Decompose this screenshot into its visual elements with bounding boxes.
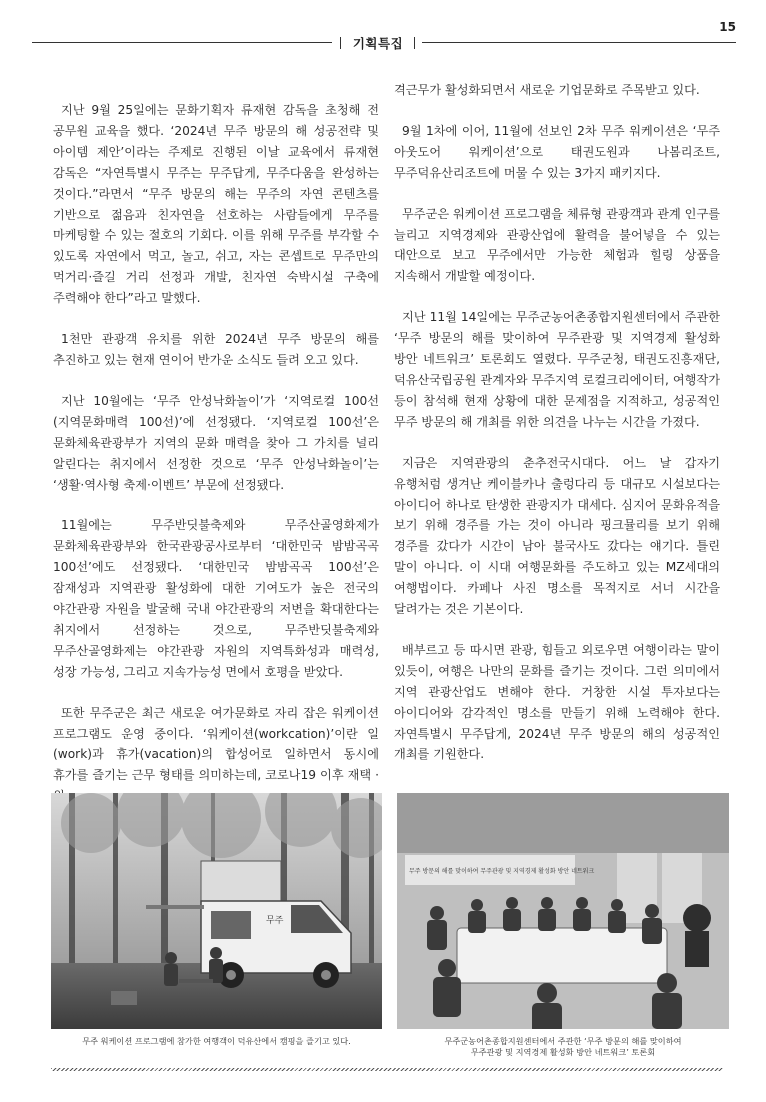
forum-photo-illustration	[397, 793, 729, 1029]
paragraph: 지금은 지역관광의 춘추전국시대다. 어느 날 갑자기 유행처럼 생겨난 케이블카나 출렁다리 등 대규모 시설보다는 아이디어 하나로 탄생한 관광지가 대세다. 심지어 문화유적을 보기 위해 경주를 가는 것이 아니라 핑크뮬리를 보기 위해 경주를 갔다가 시간이 남아 불국사도 갔다는 얘기다. 틀린 말이 아니다. 이 시대 여행문화를 주도하고 있는 MZ세대의 여행법이다. 카페나 사진 명소를 목적지로 서너 시간을 달려가는 것은 기본이다.	[394, 455, 720, 617]
header-bar-right	[414, 37, 415, 49]
section-header	[32, 36, 736, 50]
footer-rule	[51, 1068, 723, 1071]
forum-caption-line: 무주관광 및 지역경제 활성화 방안 네트워크’ 토론회	[470, 1047, 656, 1057]
section-title: 기획특집	[352, 36, 404, 51]
paragraph: 1천만 관광객 유치를 위한 2024년 무주 방문의 해를 추진하고 있는 현재 연이어 반가운 소식도 들려 오고 있다.	[53, 332, 379, 367]
paragraph: 11월에는 무주반딧불축제와 무주산골영화제가 문화체육관광부와 한국관광공사로부터 ‘대한민국 밤밤곡곡 100선’에도 선정됐다. ‘대한민국 밤밤곡곡 100선’은 잠재성과 지역관광 활성화에 대한 기여도가 높은 전국의 야간관광 자원을 발굴해 국내 야간관광의 저변을 확대한다는 취지에서 선정하는 것으로, 무주반딧불축제와 무주산골영화제는 야간관광 자원의 지역특화성과 매력성, 성장 가능성, 그리고 지속가능성 면에서 호평을 받았다.	[53, 518, 379, 679]
van-sign: 무주	[266, 916, 284, 926]
paragraph: 또한 무주군은 최근 새로운 여가문화로 자리 잡은 워케이션 프로그램도 운영 중이다. ‘워케이션(workcation)’이란 일(work)과 휴가(vacation)의 합성어로 일하면서 동시에 휴가를 즐기는 근무 형태를 의미하는데, 코로나19 이후 재택 ·	[53, 705, 379, 783]
header-rule-right	[422, 42, 736, 43]
header-bar-left	[340, 37, 341, 49]
header-rule-left	[32, 42, 332, 43]
forum-banner: 무주 방문의 해를 맞이하여 무주관광 및 지역경제 활성화 방안 네트워크	[409, 868, 595, 875]
page-number: 15	[719, 20, 736, 34]
paragraph: 9월 1차에 이어, 11월에 선보인 2차 무주 워케이션은 ‘무주 아웃도어 워케이션’으로 태권도원과 나봄리조트, 무주덕유산리조트에 머물 수 있는 3가지 패키지다.	[394, 123, 720, 180]
paragraph: 지난 11월 14일에는 무주군농어촌종합지원센터에서 주관한 ‘무주 방문의 해를 맞이하여 무주관광 및 지역경제 활성화 방안 네트워크’ 토론회도 열렸다. 무주군청, 태권도진흥재단, 덕유산국립공원 관계자와 무주지역 로컬크리에이터, 여행작가 등이 참석해 현재 상황에 대한 문제점을 지적하고, 성공적인 무주 방문의 해 개최를 위한 의견을 나누는 시간을 가졌다.	[394, 310, 720, 429]
paragraph-continuation: 격근무가 활성화되면서 새로운 기업문화로 주목받고 있다.	[394, 83, 700, 97]
paragraph: 지난 9월 25일에는 문화기획자 류재현 감독을 초청해 전 공무원 교육을 했다. ‘2024년 무주 방문의 해 성공전략 및 아이템 제안’이라는 주제로 진행된 이날 교육에서 류재현 감독은 “자연특별시 무주는 무주답게, 무주다움을 완성하는 것이다.”라면서 “무주 방문의 해는 무주의 자연 콘텐츠를 기반으로 젊음과 친자연을 선호하는 사람들에게 무주를 마케팅할 수 있는 절호의 기회다. 이를 위해 무주를 부각할 수 있도록 자연에서 먹고, 놀고, 쉬고, 자는 콘셉트로 무주만의 먹거리·즐길 거리 선정과 개발, 친자연 숙박시설 구축에 주력해야 한다”라고 말했다.	[53, 103, 379, 306]
forum-photo	[397, 793, 729, 1029]
paragraph: 배부르고 등 따시면 관광, 힘들고 외로우면 여행이라는 말이 있듯이, 여행은 나만의 문화를 즐기는 것이다. 그런 의미에서 지역 관광산업도 변해야 한다. 거창한 시설 투자보다는 아이디어와 감각적인 명소를 만들기 위해 노력해야 한다. 자연특별시 무주답게, 2024년 무주 방문의 해의 성공적인 개최를 기원한다.	[394, 642, 720, 762]
paragraph: 지난 10월에는 ‘무주 안성낙화놀이’가 ‘지역로컬 100선(지역문화매력 100선)’에 선정됐다. ‘지역로컬 100선’은 문화체육관광부가 지역의 문화 매력을 찾아 그 가치를 널리 알린다는 취지에서 선정한 것으로 ‘무주 안성낙화놀이’는 ‘생활·역사형 축제·이벤트’ 부문에 선정됐다.	[53, 393, 379, 492]
camping-photo	[51, 793, 382, 1029]
forum-caption-line: 무주군농어촌종합지원센터에서 주관한 ‘무주 방문의 해를 맞이하여	[444, 1036, 682, 1046]
camping-photo-illustration	[51, 793, 382, 1029]
left-column	[53, 100, 379, 827]
right-column	[394, 80, 720, 785]
forum-photo-caption	[397, 1036, 729, 1058]
camping-photo-caption: 무주 워케이션 프로그램에 참가한 여행객이 덕유산에서 캠핑을 즐기고 있다.	[82, 1036, 351, 1046]
paragraph: 무주군은 워케이션 프로그램을 체류형 관광객과 관계 인구를 늘리고 지역경제와 관광산업에 활력을 불어넣을 수 있는 대안으로 보고 무주에서만 가능한 체험과 힐링 상품을 지속해서 개발할 예정이다.	[394, 206, 720, 284]
